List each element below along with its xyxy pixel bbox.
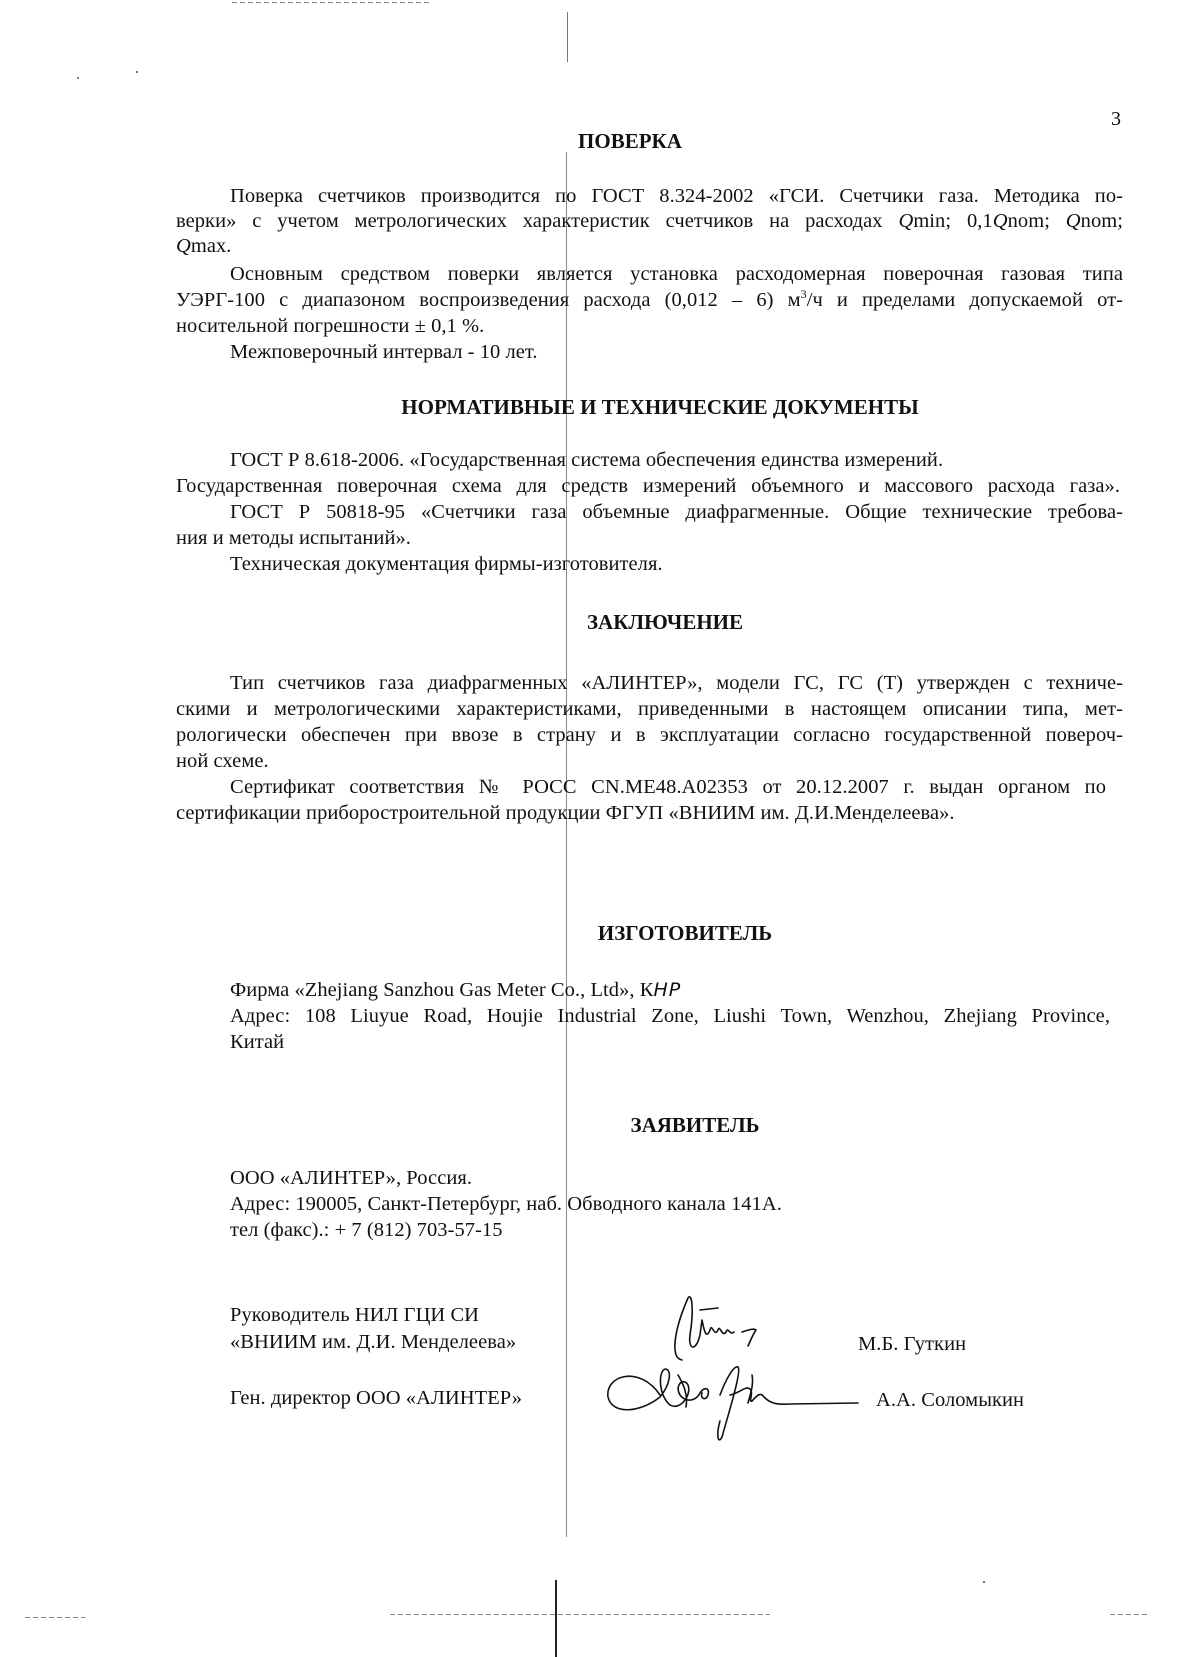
scan-speck xyxy=(136,71,138,73)
verification-p3: Межповерочный интервал - 10 лет. xyxy=(230,341,538,363)
qmin-text: min; 0,1 xyxy=(913,210,993,232)
normative-p2-line1: ГОСТ Р 50818-95 «Счетчики газа объемные диафрагменные. Общие технические требова- xyxy=(230,501,1123,523)
q-symbol: Q xyxy=(898,210,914,232)
q-symbol: Q xyxy=(992,210,1008,232)
normative-p2-line2: ния и методы испытаний». xyxy=(176,527,411,549)
signer1-name: М.Б. Гуткин xyxy=(858,1333,967,1355)
normative-p3: Техническая документация фирмы-изготовителя. xyxy=(230,553,663,575)
conclusion-p2-line1: Сертификат соответствия № РОСС CN.ME48.A02353 от 20.12.2007 г. выдан органом по xyxy=(230,776,1106,798)
conclusion-p1-line2: скими и метрологическими характеристиками, приведенными в настоящем описании типа, мет- xyxy=(176,698,1123,720)
verification-p1-line2-text: верки» с учетом метрологических характеристик счетчиков на расходах xyxy=(176,210,899,232)
signer2-position: Ген. директор ООО «АЛИНТЕР» xyxy=(230,1387,523,1409)
scan-speck xyxy=(77,77,79,79)
conclusion-p1-line4: ной схеме. xyxy=(176,750,269,772)
verification-p1-line2 xyxy=(176,208,1123,234)
section-title-applicant: ЗАЯВИТЕЛЬ xyxy=(630,1113,760,1137)
section-title-normative-docs: НОРМАТИВНЫЕ И ТЕХНИЧЕСКИЕ ДОКУМЕНТЫ xyxy=(401,395,919,419)
scan-artifact-bottom-dash-center xyxy=(390,1614,770,1615)
scan-artifact-bottom-dash-right xyxy=(1110,1614,1150,1615)
applicant-phone: тел (факс).: + 7 (812) 703-57-15 xyxy=(230,1219,503,1241)
manufacturer-firm xyxy=(230,977,681,1003)
verification-p1-line1: Поверка счетчиков производится по ГОСТ 8.324-2002 «ГСИ. Счетчики газа. Методика по- xyxy=(230,185,1123,207)
qnom-text: nom; xyxy=(1007,210,1066,232)
signature-solomykin xyxy=(600,1355,890,1445)
fold-line-top xyxy=(567,12,568,62)
superscript-3: 3 xyxy=(800,287,807,302)
qnom-text-2: nom; xyxy=(1080,210,1123,232)
page-number: 3 xyxy=(1111,108,1121,130)
applicant-company: ООО «АЛИНТЕР», Россия. xyxy=(230,1167,473,1189)
section-title-verification: ПОВЕРКА xyxy=(578,129,682,153)
manufacturer-firm-text: Фирма «Zhejiang Sanzhou Gas Meter Co., Ltd», К xyxy=(230,979,654,1001)
range-text: УЭРГ-100 с диапазоном воспроизведения расхода (0,012 – 6) м xyxy=(176,289,801,311)
conclusion-p1-line3: рологически обеспечен при ввозе в страну и в эксплуатации согласно государственной повероч- xyxy=(176,724,1123,746)
scan-artifact-top-dash xyxy=(232,2,432,3)
conclusion-p1-line1: Тип счетчиков газа диафрагменных «АЛИНТЕР», модели ГС, ГС (Т) утвержден с техниче- xyxy=(230,672,1123,694)
section-title-conclusion: ЗАКЛЮЧЕНИЕ xyxy=(586,610,744,634)
handwritten-country-code: НР xyxy=(653,979,682,1001)
verification-p2-line1: Основным средством поверки является установка расходомерная поверочная газовая типа xyxy=(230,263,1123,285)
manufacturer-address-line2: Китай xyxy=(230,1031,285,1053)
conclusion-p2-line2: сертификации приборостроительной продукции ФГУП «ВНИИМ им. Д.И.Менделеева». xyxy=(176,802,955,824)
signature-gutkin xyxy=(660,1290,830,1365)
verification-p2-line2 xyxy=(176,287,1123,313)
section-title-manufacturer: ИЗГОТОВИТЕЛЬ xyxy=(597,921,773,945)
limits-text: /ч и пределами допускаемой от- xyxy=(806,289,1124,311)
applicant-address: Адрес: 190005, Санкт-Петербург, наб. Обводного канала 141А. xyxy=(230,1193,782,1215)
signer1-position-line1: Руководитель НИЛ ГЦИ СИ xyxy=(230,1304,480,1326)
scan-artifact-bottom-dash-left xyxy=(25,1617,85,1618)
signer1-position-line2: «ВНИИМ им. Д.И. Менделеева» xyxy=(230,1331,517,1353)
verification-p2-line3: носительной погрешности ± 0,1 %. xyxy=(176,315,485,337)
manufacturer-address-line1: Адрес: 108 Liuyue Road, Houjie Industrial Zone, Liushi Town, Wenzhou, Zhejiang Province, xyxy=(230,1005,1110,1027)
normative-p1-line2: Государственная поверочная схема для средств измерений объемного и массового расхода газа». xyxy=(176,475,1120,497)
signer2-name: А.А. Соломыкин xyxy=(876,1389,1025,1411)
scan-speck xyxy=(983,1581,985,1583)
q-symbol: Q xyxy=(176,235,191,257)
normative-p1-line1: ГОСТ Р 8.618-2006. «Государственная система обеспечения единства измерений. xyxy=(230,449,944,471)
verification-p1-line3 xyxy=(176,233,231,259)
fold-line-bottom xyxy=(555,1580,557,1657)
qmax-text: max. xyxy=(190,235,232,257)
q-symbol: Q xyxy=(1065,210,1081,232)
fold-line-center xyxy=(566,152,567,1537)
